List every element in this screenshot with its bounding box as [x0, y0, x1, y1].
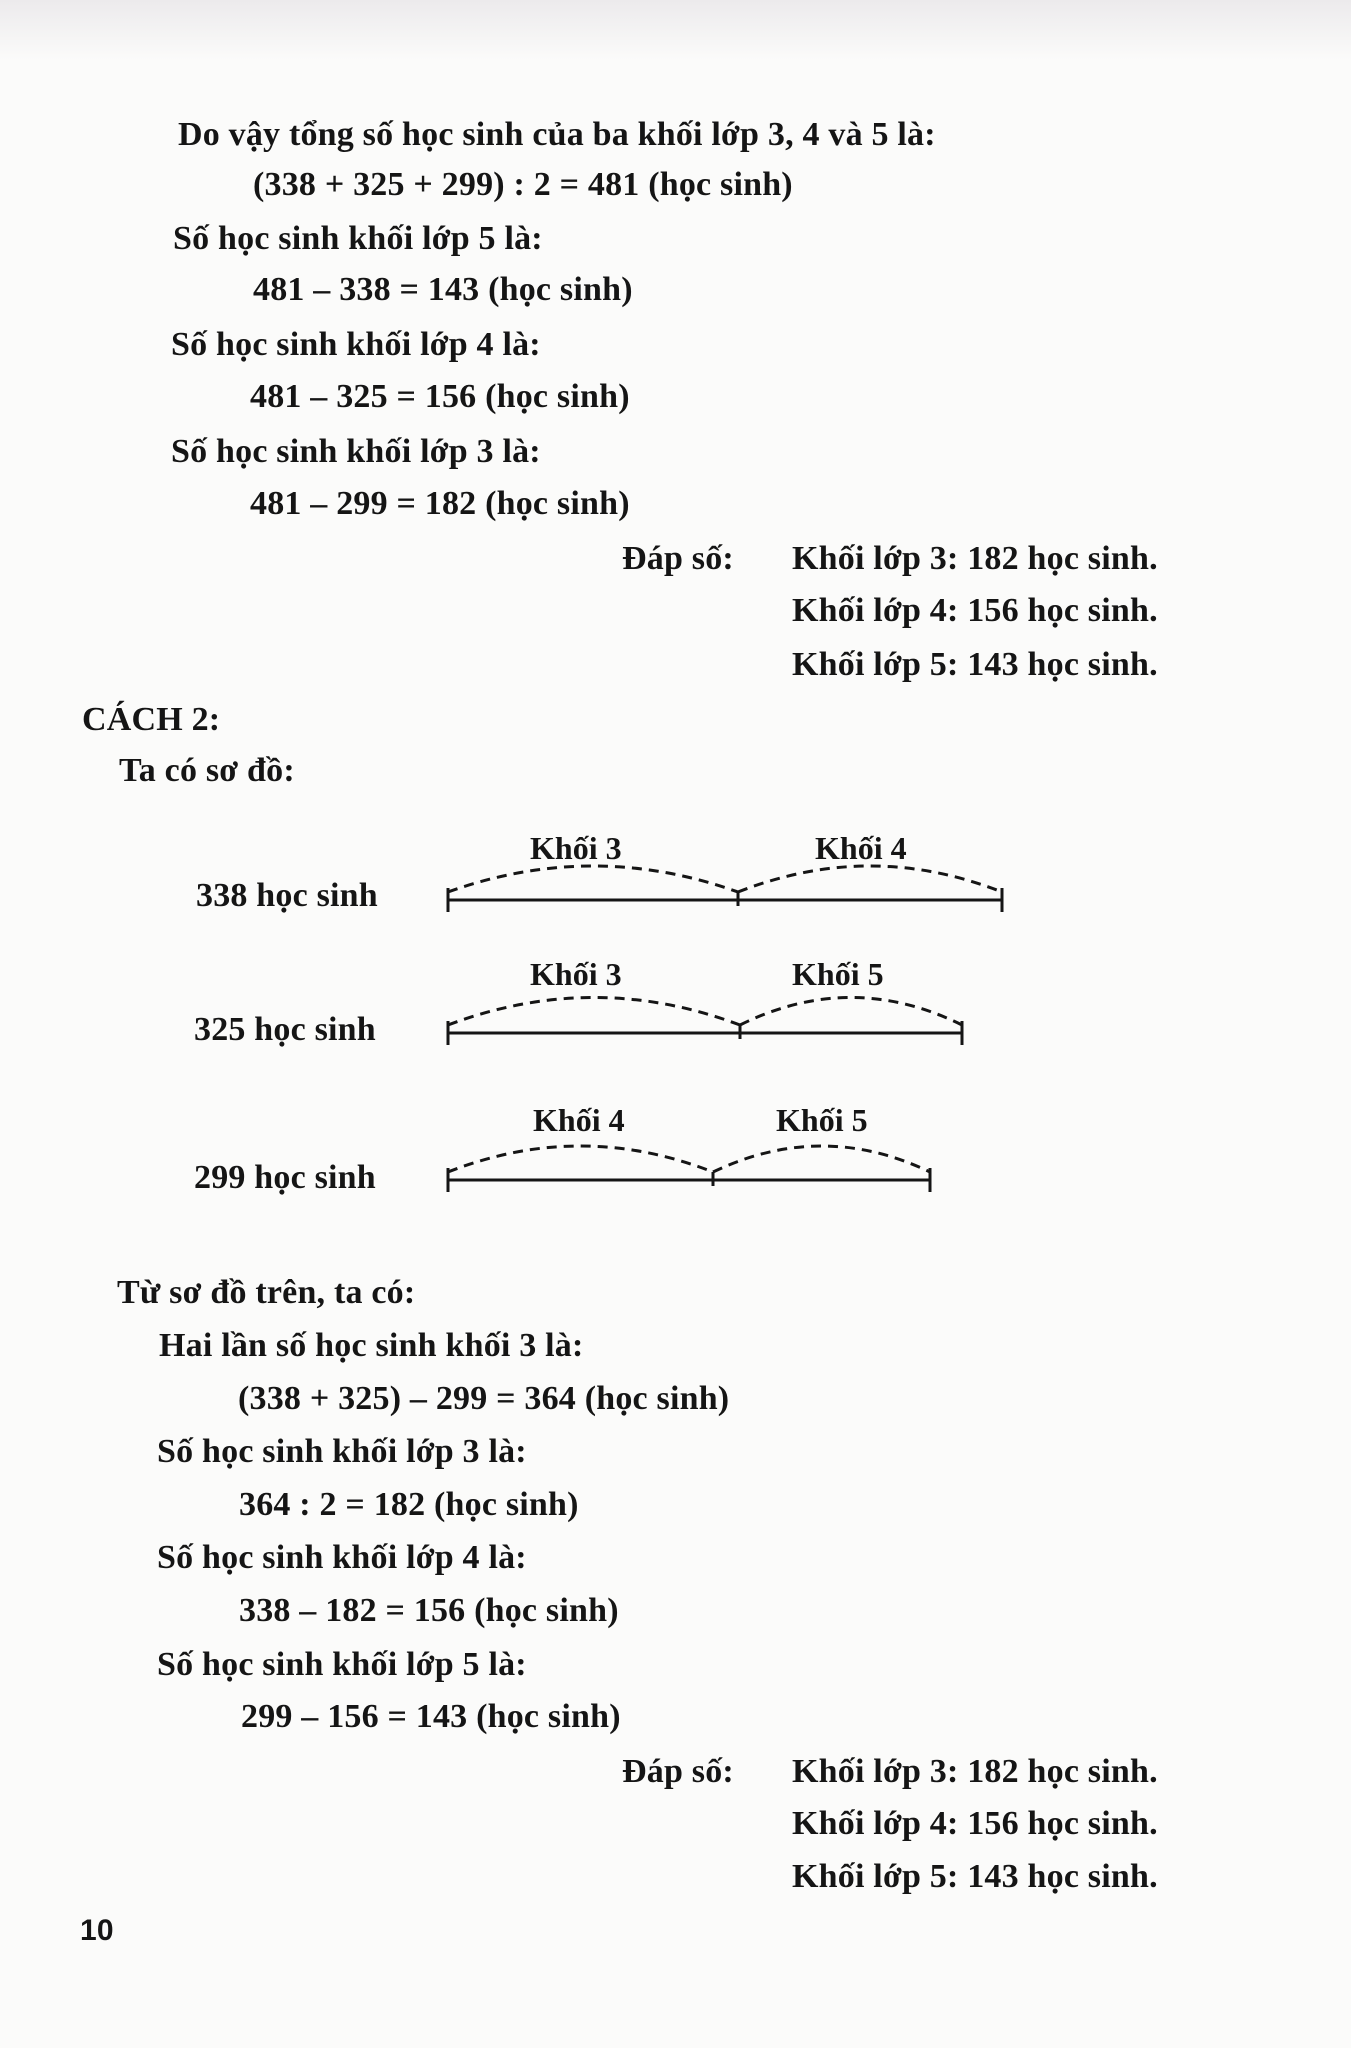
- method2-grade3-calc: 364 : 2 = 182 (học sinh): [239, 1486, 579, 1523]
- diagram-row2-right-label: Khối 5: [792, 956, 884, 992]
- method2-answer-grade5: Khối lớp 5: 143 học sinh.: [792, 1858, 1158, 1895]
- method2-answer-label: Đáp số:: [622, 1753, 734, 1790]
- method2-twice-calc: (338 + 325) – 299 = 364 (học sinh): [238, 1380, 730, 1417]
- method2-grade4-calc: 338 – 182 = 156 (học sinh): [239, 1592, 619, 1629]
- diagram-row1-total: 338 học sinh: [196, 877, 378, 914]
- diagram-row2-right-brace: [740, 998, 962, 1026]
- diagram-row1-left-brace: [448, 866, 738, 892]
- method1-grade4-label: Số học sinh khối lớp 4 là:: [171, 326, 541, 363]
- diagram-row3-right-brace: [713, 1146, 930, 1172]
- method1-answer-grade4: Khối lớp 4: 156 học sinh.: [792, 592, 1158, 629]
- method1-grade5-label: Số học sinh khối lớp 5 là:: [173, 220, 543, 257]
- method1-answer-label: Đáp số:: [622, 540, 734, 577]
- method1-total-calc: (338 + 325 + 299) : 2 = 481 (học sinh): [253, 166, 793, 203]
- diagram-row1-left-label: Khối 3: [530, 830, 622, 866]
- method1-intro: Do vậy tổng số học sinh của ba khối lớp 3, 4 và 5 là:: [178, 116, 936, 153]
- diagram-row3-left-brace: [448, 1146, 713, 1172]
- method1-grade4-calc: 481 – 325 = 156 (học sinh): [250, 378, 630, 415]
- diagram-row2-left-brace: [448, 998, 740, 1026]
- diagram-row3-bar: [448, 1146, 930, 1192]
- diagram-row2-bar: [448, 998, 962, 1046]
- diagram-row1-right-brace: [738, 866, 1002, 892]
- segment-diagram-svg: [430, 830, 1030, 1200]
- diagram-row2-total: 325 học sinh: [194, 1011, 376, 1048]
- method2-diagram-intro: Ta có sơ đồ:: [119, 752, 295, 789]
- method1-grade3-label: Số học sinh khối lớp 3 là:: [171, 433, 541, 470]
- segment-diagram: [430, 830, 1030, 1205]
- method2-answer-grade3: Khối lớp 3: 182 học sinh.: [792, 1753, 1158, 1790]
- method1-answer-grade5: Khối lớp 5: 143 học sinh.: [792, 646, 1158, 683]
- diagram-row1-bar: [448, 866, 1002, 912]
- diagram-row3-left-label: Khối 4: [533, 1102, 625, 1138]
- page-number: 10: [80, 1914, 114, 1947]
- method2-heading: CÁCH 2:: [82, 701, 221, 738]
- diagram-row1-right-label: Khối 4: [815, 830, 907, 866]
- method2-from-diagram: Từ sơ đồ trên, ta có:: [117, 1274, 416, 1311]
- method2-grade5-calc: 299 – 156 = 143 (học sinh): [241, 1698, 621, 1735]
- method2-grade4-label: Số học sinh khối lớp 4 là:: [157, 1539, 527, 1576]
- method2-grade5-label: Số học sinh khối lớp 5 là:: [157, 1646, 527, 1683]
- diagram-row2-left-label: Khối 3: [530, 956, 622, 992]
- diagram-row3-total: 299 học sinh: [194, 1159, 376, 1196]
- diagram-row3-right-label: Khối 5: [776, 1102, 868, 1138]
- method2-grade3-label: Số học sinh khối lớp 3 là:: [157, 1433, 527, 1470]
- method1-grade5-calc: 481 – 338 = 143 (học sinh): [253, 271, 633, 308]
- method2-answer-grade4: Khối lớp 4: 156 học sinh.: [792, 1805, 1158, 1842]
- method1-answer-grade3: Khối lớp 3: 182 học sinh.: [792, 540, 1158, 577]
- method2-twice-label: Hai lần số học sinh khối 3 là:: [159, 1327, 584, 1364]
- page-top-shadow: [0, 0, 1351, 60]
- method1-grade3-calc: 481 – 299 = 182 (học sinh): [250, 485, 630, 522]
